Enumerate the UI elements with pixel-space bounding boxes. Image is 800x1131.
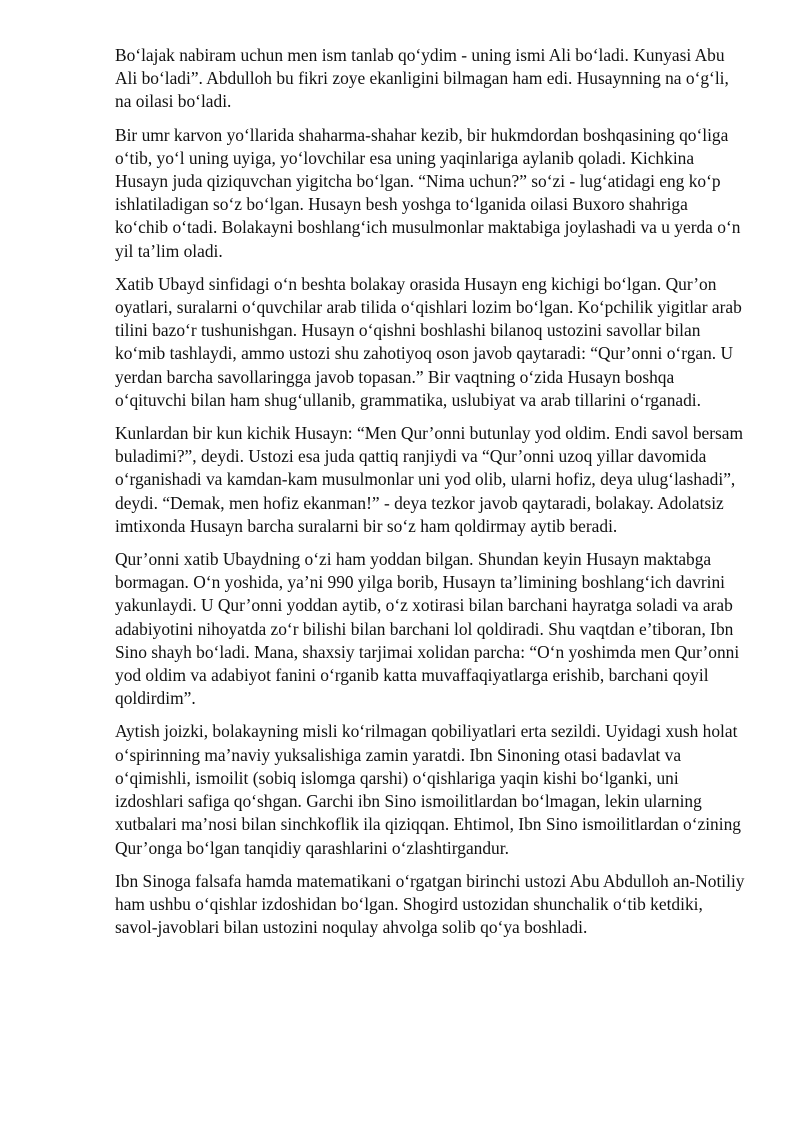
paragraph: Xatib Ubayd sinfidagi o‘n beshta bolakay orasida Husayn eng kichigi bo‘lgan. Qur’on oyatlari, suralarni o‘quvchilar arab tilida o‘qishlari lozim bo‘lgan. Ko‘pchilik yigitlar arab tilini bazo‘r tushunishgan. Husayn o‘qishni boshlashi bilanoq ustozini savollar bilan ko‘mib tashlaydi, ammo ustozi shu zahotiyoq oson javob qaytaradi: “Qur’onni o‘rgan. U yerdan barcha savollaringga javob topasan.” Bir vaqtning o‘zida Husayn boshqa o‘qituvchi bilan ham shug‘ullanib, grammatika, uslubiyat va arab tillarini o‘rganadi.: [115, 273, 742, 410]
paragraph: Ibn Sinoga falsafa hamda matematikani o‘rgatgan birinchi ustozi Abu Abdulloh an-Notiliy ham ushbu o‘qishlar izdoshidan bo‘lgan. Shogird ustozidan shunchalik o‘tib ketdiki, savol-javoblari bilan ustozini noqulay ahvolga solib qo‘ya boshladi.: [115, 870, 745, 938]
paragraph: Aytish joizki, bolakayning misli ko‘rilmagan qobiliyatlari erta sezildi. Uyidagi xush holat o‘spirinning ma’naviy yuksalishiga zamin yaratdi. Ibn Sinoning otasi badavlat va o‘qimishli, ismoilit (sobiq islomga qarshi) o‘qishlariga yaqin kishi bo‘lganki, uni izdoshlari safiga qo‘shgan. Garchi ibn Sino ismoilitlardan bo‘lmagan, lekin ularning xutbalari ma’nosi bilan sinchkoflik ila qiziqqan. Ehtimol, Ibn Sino ismoilitlardan o‘zining Qur’onga bo‘lgan tanqidiy qarashlarini o‘zlashtirgandur.: [115, 721, 741, 858]
paragraph: Kunlardan bir kun kichik Husayn: “Men Qur’onni butunlay yod oldim. Endi savol bersam buladimi?”, deydi. Ustozi esa juda qattiq ranjiydi va “Qur’onni uzoq yillar davomida o‘rganishadi va kamdan-kam musulmonlar uni yod olib, ularni hofiz, deya ulug‘lashadi”, deydi. “Demak, men hofiz ekanman!” - deya tezkor javob qaytaradi, bolakay. Adolatsiz imtixonda Husayn barcha suralarni bir so‘z ham qoldirmay aytib beradi.: [115, 423, 744, 536]
document-page: [115, 44, 745, 949]
paragraph: Bir umr karvon yo‘llarida shaharma-shahar kezib, bir hukmdordan boshqasining qo‘liga o‘tib, yo‘l uning uyiga, yo‘lovchilar esa uning yaqinlariga aylanib qoladi. Kichkina Husayn juda qiziquvchan yigitcha bo‘lgan. “Nima uchun?” so‘zi - lug‘atidagi eng ko‘p ishlatiladigan so‘z bo‘lgan. Husayn besh yoshga to‘lganida oilasi Buxoro shahriga ko‘chib o‘tadi. Bolakayni boshlang‘ich musulmonlar maktabiga joylashadi va u yerda o‘n yil ta’lim oladi.: [115, 124, 741, 261]
paragraph: Qur’onni xatib Ubaydning o‘zi ham yoddan bilgan. Shundan keyin Husayn maktabga bormagan. O‘n yoshida, ya’ni 990 yilga borib, Husayn ta’limining boshlang‘ich davrini yakunlaydi. U Qur’onni yoddan aytib, o‘z xotirasi bilan barchani hayratga soladi va arab adabiyotini nihoyatda zo‘r bilishi bilan barchani lol qoldiradi. Shu vaqtdan e’tiboran, Ibn Sino shayh bo‘ladi. Mana, shaxsiy tarjimai xolidan parcha: “O‘n yoshimda men Qur’onni yod oldim va adabiyot fanini o‘rganib katta muvaffaqiyatlarga erishib, barchani qoyil qoldirdim”.: [115, 549, 740, 709]
paragraph: Bo‘lajak nabiram uchun men ism tanlab qo‘ydim - uning ismi Ali bo‘ladi. Kunyasi Abu Ali bo‘ladi”. Abdulloh bu fikri zoye ekanligini bilmagan ham edi. Husaynning na o‘g‘li, na oilasi bo‘ladi.: [115, 45, 729, 112]
